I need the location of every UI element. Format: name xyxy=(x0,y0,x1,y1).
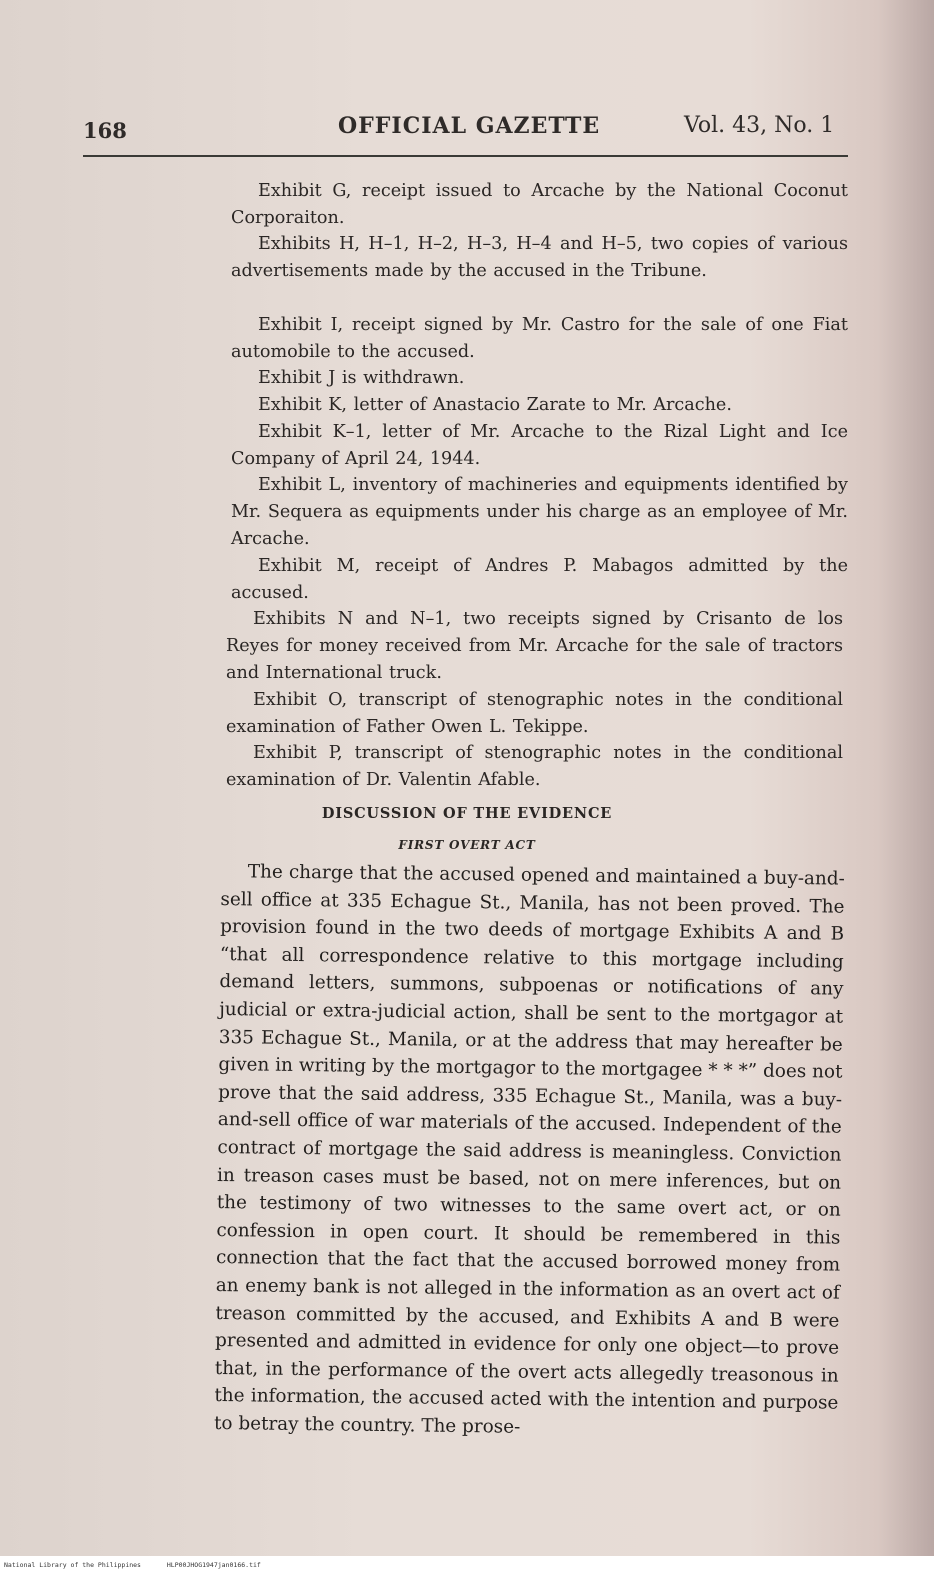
running-title: OFFICIAL GAZETTE xyxy=(338,113,601,139)
page-number: 168 xyxy=(83,118,127,143)
footer-library: National Library of the Philippines xyxy=(4,1561,141,1569)
exhibit-k1: Exhibit K–1, letter of Mr. Arcache to the Rizal Light and Ice Company of April 24, 1944. xyxy=(231,422,848,469)
subsection-heading: FIRST OVERT ACT xyxy=(398,838,536,852)
exhibit-j: Exhibit J is withdrawn. xyxy=(258,368,465,388)
exhibits-n: Exhibits N and N–1, two receipts signed by Crisanto de los Reyes for money received from Mr. Arcache for the sale of tractors and International truck. xyxy=(226,609,843,683)
exhibit-k: Exhibit K, letter of Anastacio Zarate to Mr. Arcache. xyxy=(258,395,732,415)
section-heading: DISCUSSION OF THE EVIDENCE xyxy=(321,805,613,822)
exhibit-g: Exhibit G, receipt issued to Arcache by the National Coconut Corporaiton. xyxy=(231,181,848,228)
exhibit-l: Exhibit L, inventory of machineries and equipments identified by Mr. Sequera as equipments under his charge as an employee of Mr. Arcache. xyxy=(231,475,848,549)
exhibits-h: Exhibits H, H–1, H–2, H–3, H–4 and H–5, two copies of various advertisements made by the accused in the Tribune. xyxy=(231,234,848,281)
exhibit-o: Exhibit O, transcript of stenographic notes in the conditional examination of Father Owen L. Tekippe. xyxy=(226,690,843,737)
footer-file-id: HLP00JHOG1947jan0166.tif xyxy=(166,1561,261,1569)
header-rule xyxy=(83,155,848,157)
exhibit-m: Exhibit M, receipt of Andres P. Mabagos admitted by the accused. xyxy=(231,556,848,603)
exhibit-p: Exhibit P, transcript of stenographic notes in the conditional examination of Dr. Valentin Afable. xyxy=(226,743,843,790)
volume-number: Vol. 43, No. 1 xyxy=(684,113,835,138)
scan-footer xyxy=(4,1561,283,1569)
body-paragraph: The charge that the accused opened and maintained a buy-and-sell office at 335 Echague St., Manila, has not been proved. The provision found in the two deeds of mortgage Exhibits A and B “that all correspondence relative to this mortgage including demand letters, summons, subpoenas or notifications of any judicial or extra-judicial action, shall be sent to the mortgagor at 335 Echague St., Manila, or at the address that may hereafter be given in writing by the mortgagor to the mortgagee * * *” does not prove that the said address, 335 Echague St., Manila, was a buy-and-sell office of war materials of the accused. Independent of the contract of mortgage the said address is meaningless. Conviction in treason cases must be based, not on mere inferences, but on the testimony of two witnesses to the same overt act, or on confession in open court. It should be remembered in this connection that the fact that the accused borrowed money from an enemy bank is not alleged in the information as an overt act of treason committed by the accused, and Exhibits A and B were presented and admitted in evidence for only one object—to prove that, in the performance of the overt acts allegedly treasonous in the information, the accused acted with the intention and purpose to betray the country. The prose- xyxy=(213,861,845,1438)
exhibit-i: Exhibit I, receipt signed by Mr. Castro for the sale of one Fiat automobile to the accused. xyxy=(231,315,848,362)
